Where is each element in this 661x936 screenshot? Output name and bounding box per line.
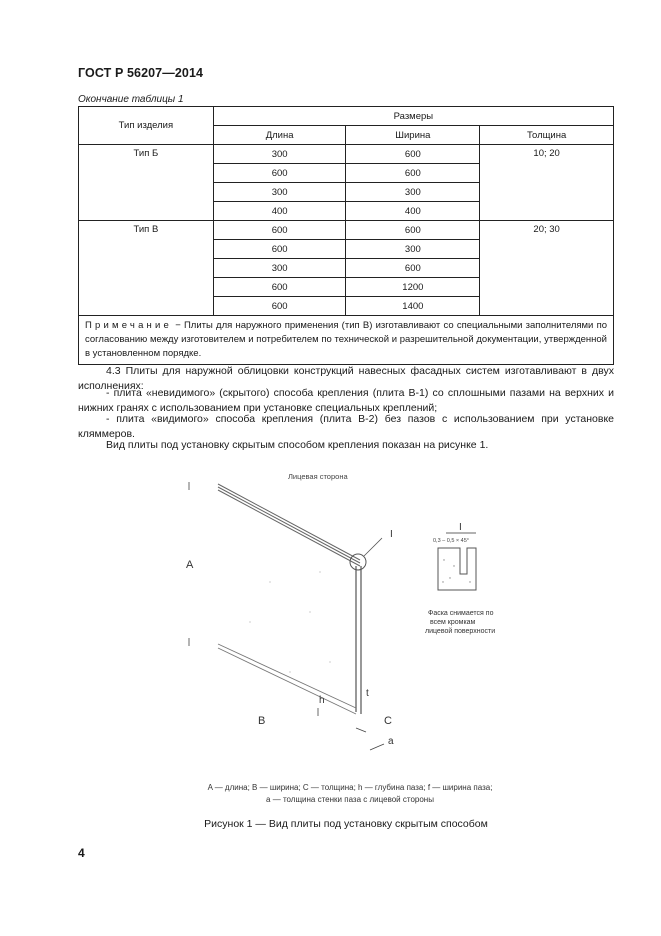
detail-dim-text: 0,3 – 0,5 × 45°	[433, 538, 469, 544]
header-product-type: Тип изделия	[79, 107, 214, 145]
table-row	[79, 221, 614, 240]
cell-width: 600	[346, 259, 480, 278]
figure-legend-line-2: a — толщина стенки паза с лицевой стороны	[266, 794, 434, 804]
page-number: 4	[78, 846, 85, 860]
figure-legend	[170, 782, 530, 805]
cell-length: 600	[213, 221, 346, 240]
cell-length: 300	[213, 183, 346, 202]
detail-profile	[438, 548, 476, 590]
sizes-table	[78, 106, 614, 365]
dim-label-a: a	[388, 736, 394, 747]
dim-label-h: h	[319, 695, 325, 706]
table-caption: Окончание таблицы 1	[78, 94, 184, 105]
dim-label-B: B	[258, 715, 266, 727]
plate-top-edge	[218, 484, 360, 566]
cell-thickness: 20; 30	[480, 221, 614, 316]
cell-type: Тип В	[79, 221, 214, 316]
plate-right-edge	[356, 566, 361, 714]
paragraph-visible-mount: - плита «видимого» способа крепления (плита В-2) без пазов с использованием при установке кляммеров.	[78, 413, 614, 440]
note-text: − Плиты для наружного применения (тип В) изготавливают со специальными заполнителями по согласованию между изготовителем и потребителем по технической и разрешительной документации, утвержденной в установленном порядке.	[85, 320, 607, 359]
cell-width: 300	[346, 240, 480, 259]
cell-width: 300	[346, 183, 480, 202]
detail-title: I	[459, 522, 462, 533]
table-note	[79, 316, 614, 365]
note-label: Примечание	[85, 320, 172, 331]
cell-length: 400	[213, 202, 346, 221]
figure-legend-line-1: A — длина; B — ширина; C — толщина; h — глубина паза; f — ширина паза;	[207, 783, 493, 792]
cell-length: 600	[213, 297, 346, 316]
cell-thickness: 10; 20	[480, 145, 614, 221]
document-header: ГОСТ Р 56207—2014	[78, 66, 204, 80]
detail-ref-label: I	[390, 529, 393, 540]
header-sizes: Размеры	[213, 107, 613, 126]
dim-label-C: C	[384, 715, 392, 727]
cell-width: 600	[346, 221, 480, 240]
plate-texture	[249, 571, 330, 672]
cell-width: 1400	[346, 297, 480, 316]
detail-leader	[364, 538, 382, 556]
plate-bottom-edge	[218, 644, 356, 714]
paragraph-4-3: 4.3 Плиты для наружной облицовки конструкций навесных фасадных систем изготавливают в двух исполнениях:	[78, 365, 614, 392]
chamfer-note-line-3: лицевой поверхности	[425, 628, 496, 635]
table-row	[79, 145, 614, 164]
cell-type: Тип Б	[79, 145, 214, 221]
dim-label-t: t	[366, 688, 369, 699]
cell-length: 600	[213, 240, 346, 259]
cell-length: 600	[213, 278, 346, 297]
dim-arrows-bottom	[318, 708, 384, 750]
header-width: Ширина	[346, 126, 480, 145]
cell-length: 600	[213, 164, 346, 183]
paragraph-figure-ref: Вид плиты под установку скрытым способом крепления показан на рисунке 1.	[106, 439, 489, 451]
cell-length: 300	[213, 145, 346, 164]
cell-width: 1200	[346, 278, 480, 297]
cell-width: 600	[346, 164, 480, 183]
detail-texture	[442, 559, 470, 582]
cell-width: 600	[346, 145, 480, 164]
header-length: Длина	[213, 126, 346, 145]
header-thickness: Толщина	[480, 126, 614, 145]
chamfer-note-line-2: всем кромкам	[430, 619, 476, 626]
chamfer-note-line-1: Фаска снимается по	[428, 610, 494, 617]
face-side-label: Лицевая сторона	[288, 472, 348, 481]
figure-title: Рисунок 1 — Вид плиты под установку скрытым способом	[204, 818, 488, 830]
figure-plate-drawing	[170, 462, 530, 812]
dim-label-A: A	[186, 559, 194, 571]
cell-width: 400	[346, 202, 480, 221]
paragraph-hidden-mount: - плита «невидимого» (скрытого) способа крепления (плита В-1) со сплошными пазами на верхних и нижних гранях с использованием при установке специальных креплений;	[78, 387, 614, 414]
cell-length: 300	[213, 259, 346, 278]
